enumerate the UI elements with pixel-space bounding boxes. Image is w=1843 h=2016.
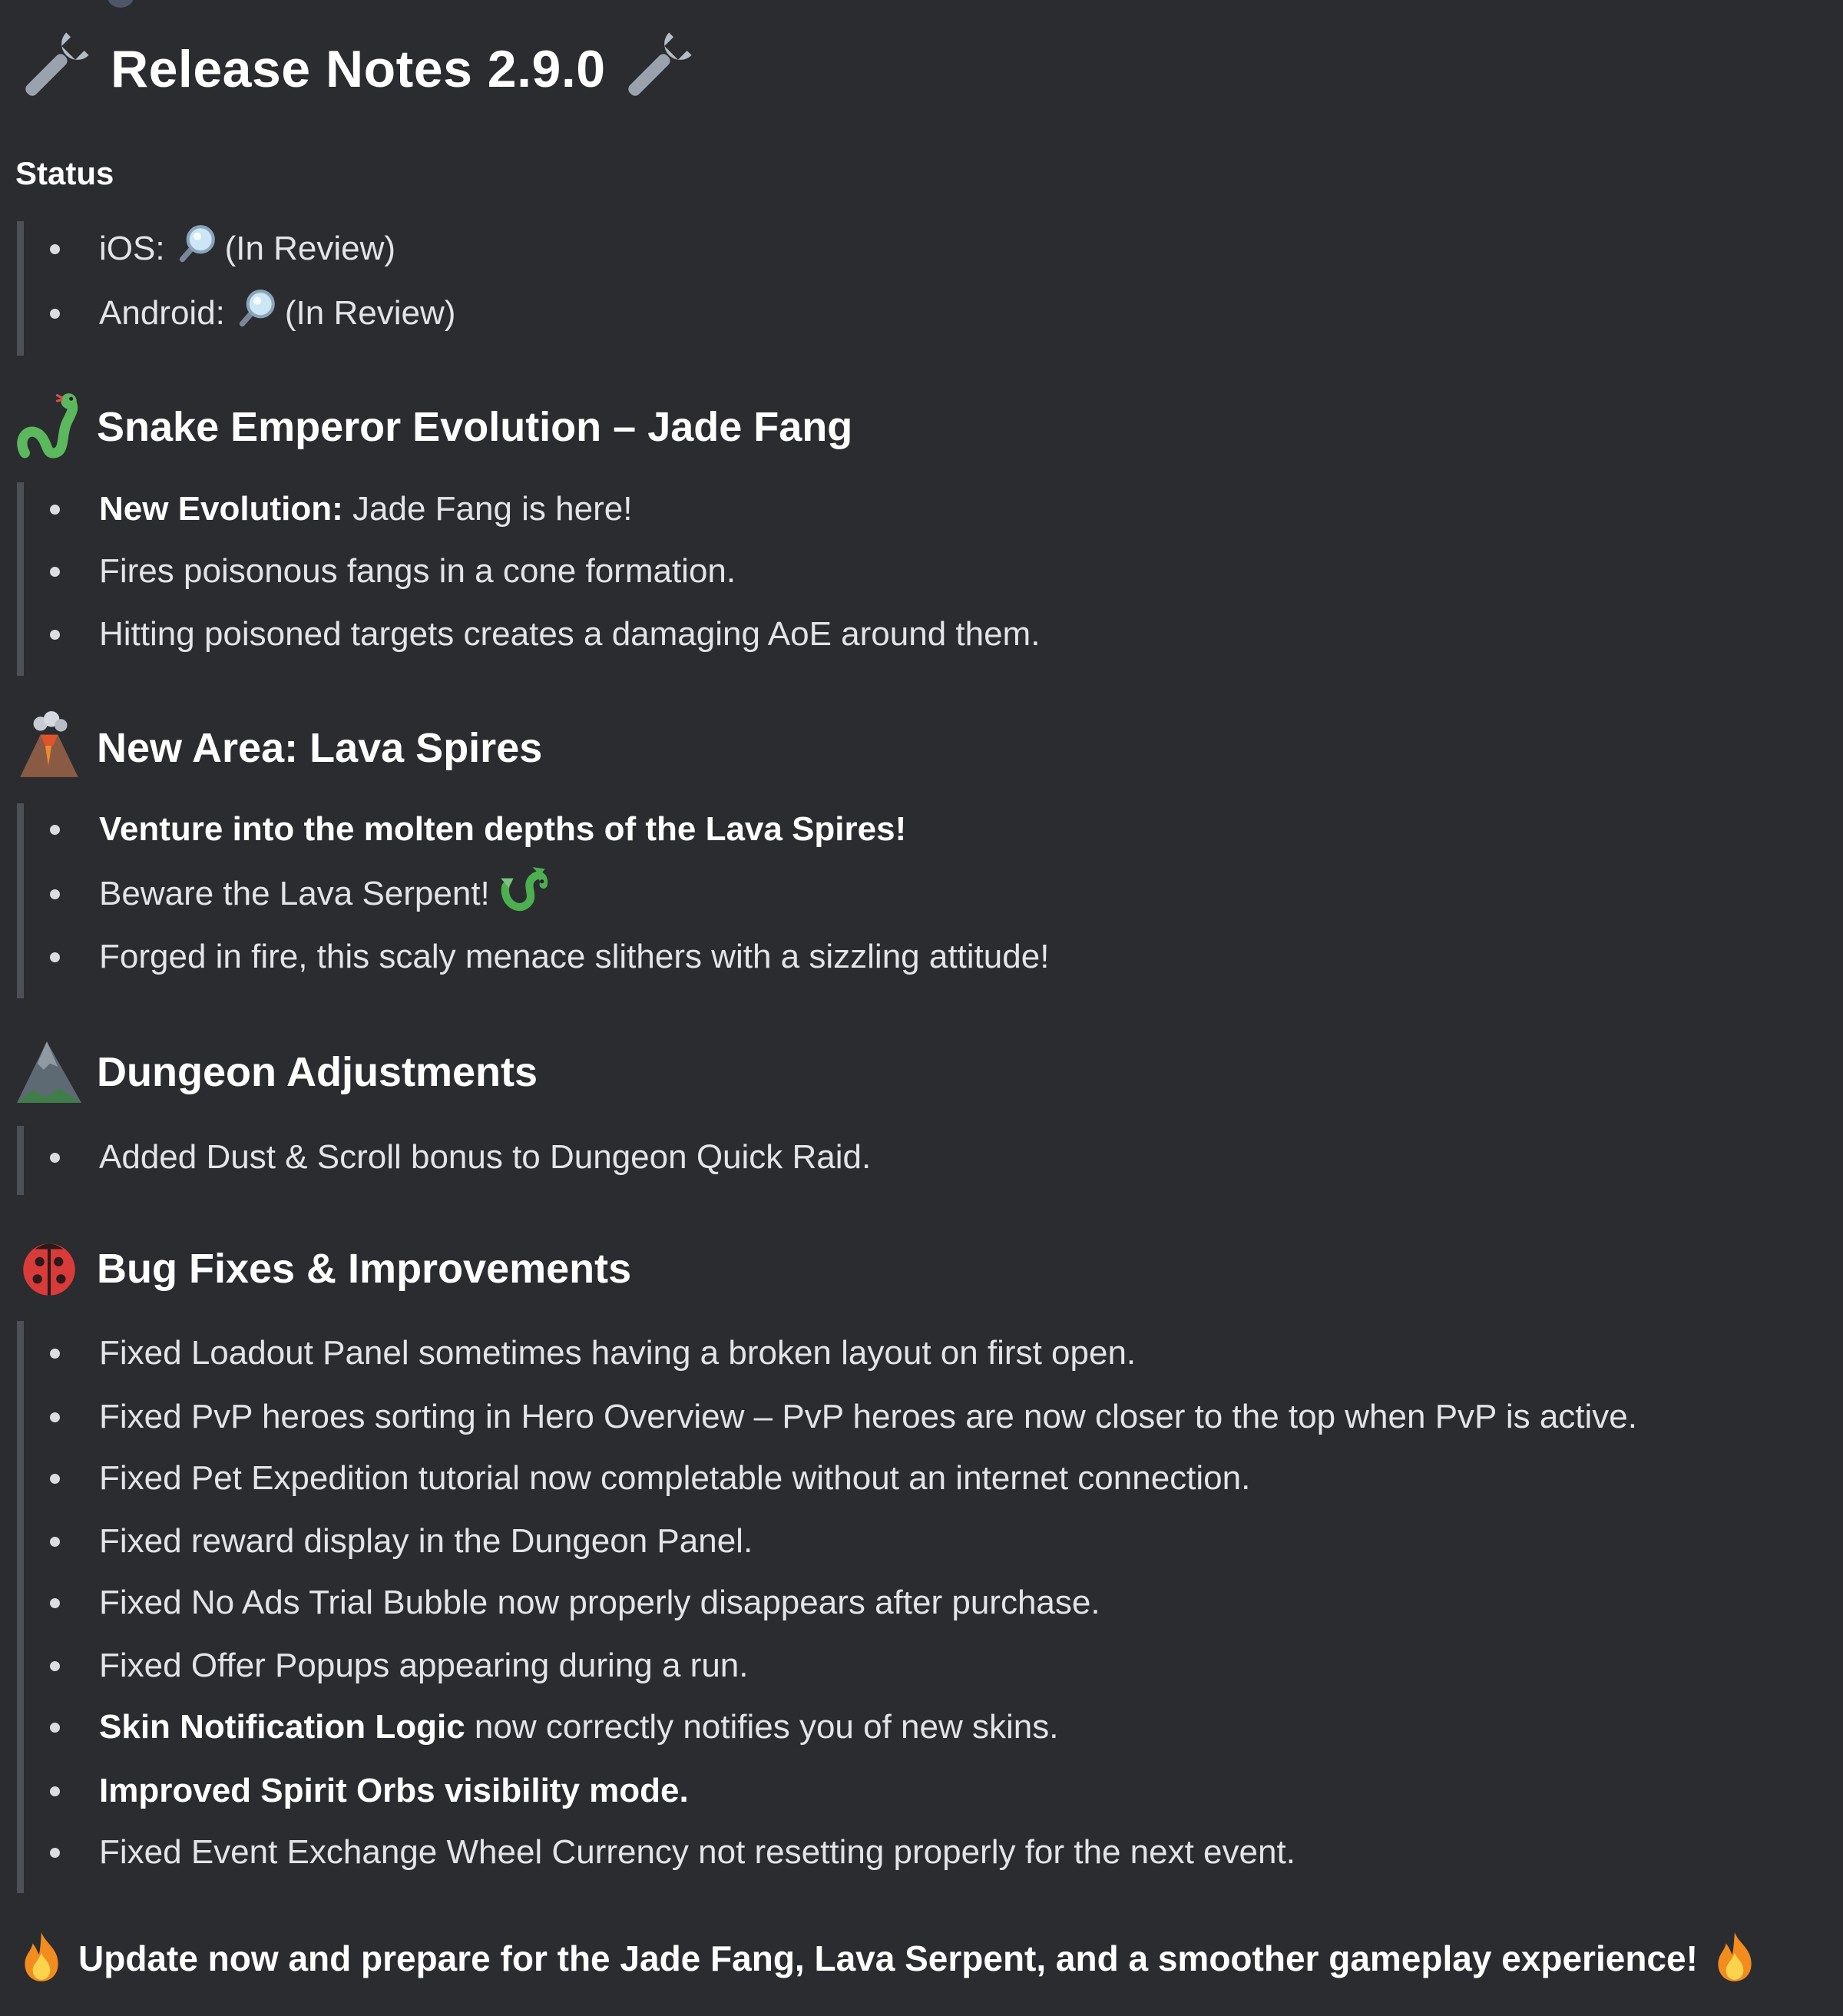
section-heading-bug-fixes	[14, 1230, 631, 1307]
section-quote-block: Fixed Loadout Panel sometimes having a broken layout on first open. Fixed PvP heroes sorting in Hero Overview – PvP heroes are now closer to the top when PvP is active. Fixed Pet Expedition tutorial now completable without an internet connection. Fixed reward display in the Dungeon Panel. Fixed No Ads Trial Bubble now properly disappears after purchase. Fixed Offer Popups appearing during a run. Skin Notification Logic now correctly notifies you of new skins. Improved Spirit Orbs visibility mode. Fixed Event Exchange Wheel Currency not resetting properly for the next event.	[17, 1321, 24, 1893]
section-quote-block: New Evolution: Jade Fang is here! Fires poisonous fangs in a cone formation. Hitting poisoned targets creates a damaging AoE around them.	[17, 482, 24, 676]
bullet	[50, 630, 60, 640]
snake-icon	[14, 390, 84, 465]
bullet	[50, 1537, 60, 1547]
ladybug-icon	[14, 1232, 84, 1306]
section-heading: Snake Emperor Evolution – Jade Fang	[97, 404, 853, 450]
status-platform: iOS:	[99, 230, 165, 267]
section-heading: New Area: Lava Spires	[97, 725, 543, 771]
volcano-icon	[14, 711, 84, 786]
bullet	[50, 309, 60, 319]
footer-text: Update now and prepare for the Jade Fang, Lava Serpent, and a smoother gameplay experience!	[78, 1938, 1698, 1978]
status-quote-block	[17, 221, 456, 356]
wrench-icon	[617, 28, 697, 111]
bullet	[50, 1349, 60, 1359]
page-title: Release Notes 2.9.0	[111, 40, 606, 98]
bullet	[50, 1598, 60, 1608]
bullet	[50, 1723, 60, 1733]
section-heading-snake-emperor	[14, 389, 852, 465]
bullet	[50, 1474, 60, 1484]
magnifying-glass-icon	[171, 221, 219, 277]
bullet	[50, 952, 60, 962]
status-label: Status	[15, 155, 114, 191]
section-heading-new-area	[14, 710, 542, 786]
section-quote-block: Venture into the molten depths of the Lava Spires! Beware the Lava Serpent! Forged in fire, this scaly menace slithers with a sizzling attitude!	[17, 803, 24, 998]
dragon-icon	[496, 862, 551, 926]
footer-callout	[14, 1928, 1762, 1989]
bullet	[50, 567, 60, 577]
bullet	[50, 244, 60, 254]
status-text: (In Review)	[224, 230, 396, 267]
bullet	[50, 825, 60, 835]
release-title-row	[14, 31, 697, 108]
bullet	[50, 1153, 60, 1163]
status-platform: Android:	[99, 294, 225, 332]
section-heading: Bug Fixes & Improvements	[97, 1246, 632, 1292]
bullet	[50, 1848, 60, 1858]
status-text: (In Review)	[284, 294, 456, 332]
fire-icon	[14, 1929, 69, 1988]
avatar[interactable]	[108, 0, 134, 8]
bullet	[50, 1412, 60, 1422]
fire-icon	[1707, 1929, 1762, 1988]
mountain-icon	[14, 1035, 84, 1110]
bullet	[50, 1786, 60, 1796]
section-heading: Dungeon Adjustments	[97, 1049, 538, 1095]
bullet	[50, 889, 60, 899]
magnifying-glass-icon	[231, 286, 279, 342]
bullet	[50, 505, 60, 515]
section-heading-dungeon	[14, 1034, 538, 1111]
section-quote-block: Added Dust & Scroll bonus to Dungeon Quick Raid.	[17, 1126, 24, 1195]
bullet	[50, 1661, 60, 1671]
wrench-icon	[14, 28, 94, 111]
